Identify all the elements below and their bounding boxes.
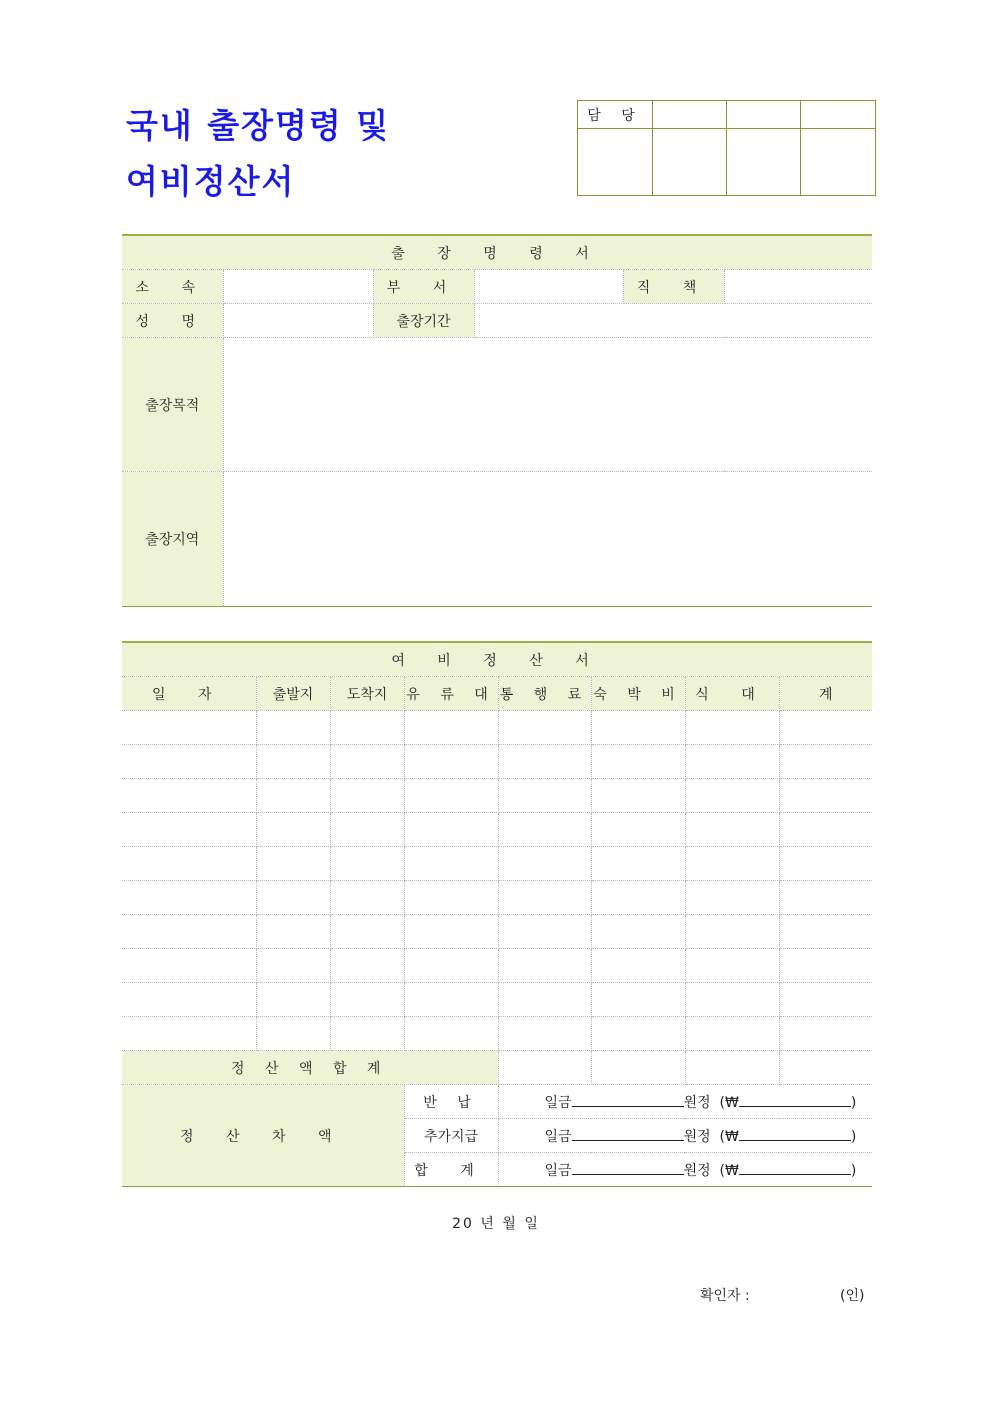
department-label: 부 서 xyxy=(373,270,474,304)
expense-cell[interactable] xyxy=(330,915,404,949)
expense-cell[interactable] xyxy=(591,813,685,847)
expense-cell[interactable] xyxy=(404,711,498,745)
date-line: 20 년 월 일 xyxy=(452,1216,540,1232)
name-label: 성 명 xyxy=(122,304,223,338)
expense-cell[interactable] xyxy=(256,949,330,983)
expense-cell[interactable] xyxy=(779,949,872,983)
return-number-line[interactable] xyxy=(739,1092,851,1107)
expense-cell[interactable] xyxy=(404,1017,498,1051)
grand-total-paren-open: (₩ xyxy=(719,1162,739,1179)
grand-total-paren-close: ) xyxy=(850,1162,857,1179)
period-field[interactable] xyxy=(474,304,872,338)
return-amount-row[interactable] xyxy=(498,1085,872,1119)
column-fuel: 유 류 대 xyxy=(404,677,498,711)
return-amount-line[interactable] xyxy=(572,1092,684,1107)
expense-cell[interactable] xyxy=(404,915,498,949)
expense-cell[interactable] xyxy=(779,1017,872,1051)
expense-cell[interactable] xyxy=(330,881,404,915)
expense-row xyxy=(122,949,872,983)
expense-cell[interactable] xyxy=(498,881,591,915)
expense-cell[interactable] xyxy=(779,847,872,881)
approval-header-cell xyxy=(801,101,876,129)
department-field[interactable] xyxy=(474,270,623,304)
expense-cell[interactable] xyxy=(591,881,685,915)
return-label: 반 납 xyxy=(404,1085,498,1119)
expense-cell[interactable] xyxy=(122,881,256,915)
expense-heading: 여 비 정 산 서 xyxy=(122,642,872,677)
expense-cell[interactable] xyxy=(779,711,872,745)
total-cell[interactable] xyxy=(591,1051,685,1085)
expense-cell[interactable] xyxy=(498,915,591,949)
expense-cell[interactable] xyxy=(256,711,330,745)
expense-settlement-table xyxy=(122,641,872,1187)
diff-label: 정 산 차 액 xyxy=(122,1085,404,1187)
total-cell[interactable] xyxy=(498,1051,591,1085)
expense-cell[interactable] xyxy=(685,745,779,779)
column-sum: 계 xyxy=(779,677,872,711)
purpose-label: 출장목적 xyxy=(122,338,223,472)
expense-cell[interactable] xyxy=(122,745,256,779)
expense-cell[interactable] xyxy=(685,881,779,915)
expense-cell[interactable] xyxy=(404,813,498,847)
grand-total-won: 원정 xyxy=(683,1162,711,1179)
grand-total-number-line[interactable] xyxy=(739,1160,851,1175)
affiliation-field[interactable] xyxy=(223,270,373,304)
expense-cell[interactable] xyxy=(685,813,779,847)
expense-cell[interactable] xyxy=(591,711,685,745)
expense-cell[interactable] xyxy=(256,1017,330,1051)
expense-cell[interactable] xyxy=(404,949,498,983)
approval-header-cell xyxy=(653,101,727,129)
additional-won: 원정 xyxy=(683,1128,711,1145)
expense-cell[interactable] xyxy=(122,915,256,949)
expense-row xyxy=(122,915,872,949)
grand-total-prefix: 일금 xyxy=(544,1162,572,1179)
expense-cell[interactable] xyxy=(591,915,685,949)
expense-cell[interactable] xyxy=(685,1017,779,1051)
document-title-line1: 국내 출장명령 및 xyxy=(126,106,391,145)
expense-cell[interactable] xyxy=(498,983,591,1017)
expense-cell[interactable] xyxy=(404,847,498,881)
expense-cell[interactable] xyxy=(330,745,404,779)
return-won: 원정 xyxy=(683,1094,711,1111)
expense-cell[interactable] xyxy=(256,881,330,915)
approval-sign-cell[interactable] xyxy=(578,129,653,196)
expense-cell[interactable] xyxy=(685,779,779,813)
expense-cell[interactable] xyxy=(779,881,872,915)
approval-sign-cell[interactable] xyxy=(801,129,876,196)
additional-paren-open: (₩ xyxy=(719,1128,739,1145)
expense-cell[interactable] xyxy=(498,745,591,779)
seal-label: (인) xyxy=(840,1288,865,1304)
expense-cell[interactable] xyxy=(685,711,779,745)
period-label: 출장기간 xyxy=(373,304,474,338)
expense-cell[interactable] xyxy=(330,779,404,813)
name-field[interactable] xyxy=(223,304,373,338)
total-label: 정 산 액 합 계 xyxy=(122,1051,498,1085)
return-prefix: 일금 xyxy=(544,1094,572,1111)
approval-sign-cell[interactable] xyxy=(727,129,801,196)
additional-amount-row[interactable] xyxy=(498,1119,872,1153)
expense-row xyxy=(122,1017,872,1051)
expense-cell[interactable] xyxy=(404,983,498,1017)
column-toll: 통 행 료 xyxy=(498,677,591,711)
expense-row xyxy=(122,983,872,1017)
expense-cell[interactable] xyxy=(122,779,256,813)
expense-cell[interactable] xyxy=(330,813,404,847)
expense-cell[interactable] xyxy=(498,813,591,847)
expense-cell[interactable] xyxy=(256,847,330,881)
travel-order-table xyxy=(122,234,872,607)
expense-cell[interactable] xyxy=(498,1017,591,1051)
expense-cell[interactable] xyxy=(498,949,591,983)
column-departure: 출발지 xyxy=(256,677,330,711)
approval-sign-cell[interactable] xyxy=(653,129,727,196)
expense-cell[interactable] xyxy=(404,745,498,779)
affiliation-label: 소 속 xyxy=(122,270,223,304)
expense-row xyxy=(122,813,872,847)
order-heading: 출 장 명 령 서 xyxy=(122,235,872,270)
position-label: 직 책 xyxy=(623,270,724,304)
expense-cell[interactable] xyxy=(685,949,779,983)
total-cell[interactable] xyxy=(685,1051,779,1085)
expense-cell[interactable] xyxy=(779,915,872,949)
expense-row xyxy=(122,745,872,779)
additional-number-line[interactable] xyxy=(739,1126,851,1141)
expense-cell[interactable] xyxy=(685,915,779,949)
expense-cell[interactable] xyxy=(404,779,498,813)
expense-cell[interactable] xyxy=(779,745,872,779)
expense-cell[interactable] xyxy=(498,847,591,881)
additional-paren-close: ) xyxy=(850,1128,857,1145)
approval-box xyxy=(577,100,876,196)
expense-cell[interactable] xyxy=(779,779,872,813)
expense-cell[interactable] xyxy=(330,1017,404,1051)
column-meals: 식 대 xyxy=(685,677,779,711)
total-cell[interactable] xyxy=(779,1051,872,1085)
expense-cell[interactable] xyxy=(256,983,330,1017)
expense-cell[interactable] xyxy=(122,813,256,847)
expense-cell[interactable] xyxy=(330,983,404,1017)
expense-cell[interactable] xyxy=(591,779,685,813)
position-field[interactable] xyxy=(724,270,872,304)
grand-total-label: 합 계 xyxy=(404,1153,498,1187)
expense-cell[interactable] xyxy=(122,1017,256,1051)
expense-cell[interactable] xyxy=(591,847,685,881)
expense-cell[interactable] xyxy=(122,983,256,1017)
return-paren-open: (₩ xyxy=(719,1094,739,1111)
expense-cell[interactable] xyxy=(498,779,591,813)
column-arrival: 도착지 xyxy=(330,677,404,711)
column-lodging: 숙 박 비 xyxy=(591,677,685,711)
approval-header-cell xyxy=(727,101,801,129)
expense-cell[interactable] xyxy=(330,949,404,983)
expense-cell[interactable] xyxy=(779,813,872,847)
expense-cell[interactable] xyxy=(591,1017,685,1051)
expense-cell[interactable] xyxy=(779,983,872,1017)
expense-row xyxy=(122,881,872,915)
expense-cell[interactable] xyxy=(404,881,498,915)
additional-amount-line[interactable] xyxy=(572,1126,684,1141)
expense-cell[interactable] xyxy=(685,983,779,1017)
expense-cell[interactable] xyxy=(256,745,330,779)
expense-cell[interactable] xyxy=(591,983,685,1017)
expense-cell[interactable] xyxy=(498,711,591,745)
expense-cell[interactable] xyxy=(330,847,404,881)
purpose-field[interactable] xyxy=(223,338,872,472)
expense-cell[interactable] xyxy=(122,711,256,745)
expense-row xyxy=(122,779,872,813)
region-label: 출장지역 xyxy=(122,472,223,607)
expense-cell[interactable] xyxy=(256,779,330,813)
grand-total-amount-line[interactable] xyxy=(572,1160,684,1175)
additional-label: 추가지급 xyxy=(404,1119,498,1153)
expense-cell[interactable] xyxy=(256,915,330,949)
return-paren-close: ) xyxy=(850,1094,857,1111)
expense-row xyxy=(122,847,872,881)
expense-cell[interactable] xyxy=(122,847,256,881)
grand-total-amount-row[interactable] xyxy=(498,1153,872,1187)
additional-prefix: 일금 xyxy=(544,1128,572,1145)
document-title-line2: 여비정산서 xyxy=(126,162,296,201)
expense-cell[interactable] xyxy=(122,949,256,983)
confirmer-label: 확인자 : xyxy=(700,1288,750,1304)
expense-cell[interactable] xyxy=(256,813,330,847)
approval-label: 담 당 xyxy=(578,101,653,129)
expense-cell[interactable] xyxy=(330,711,404,745)
region-field[interactable] xyxy=(223,472,872,607)
expense-cell[interactable] xyxy=(685,847,779,881)
column-date: 일 자 xyxy=(122,677,256,711)
expense-cell[interactable] xyxy=(591,745,685,779)
expense-cell[interactable] xyxy=(591,949,685,983)
expense-row xyxy=(122,711,872,745)
